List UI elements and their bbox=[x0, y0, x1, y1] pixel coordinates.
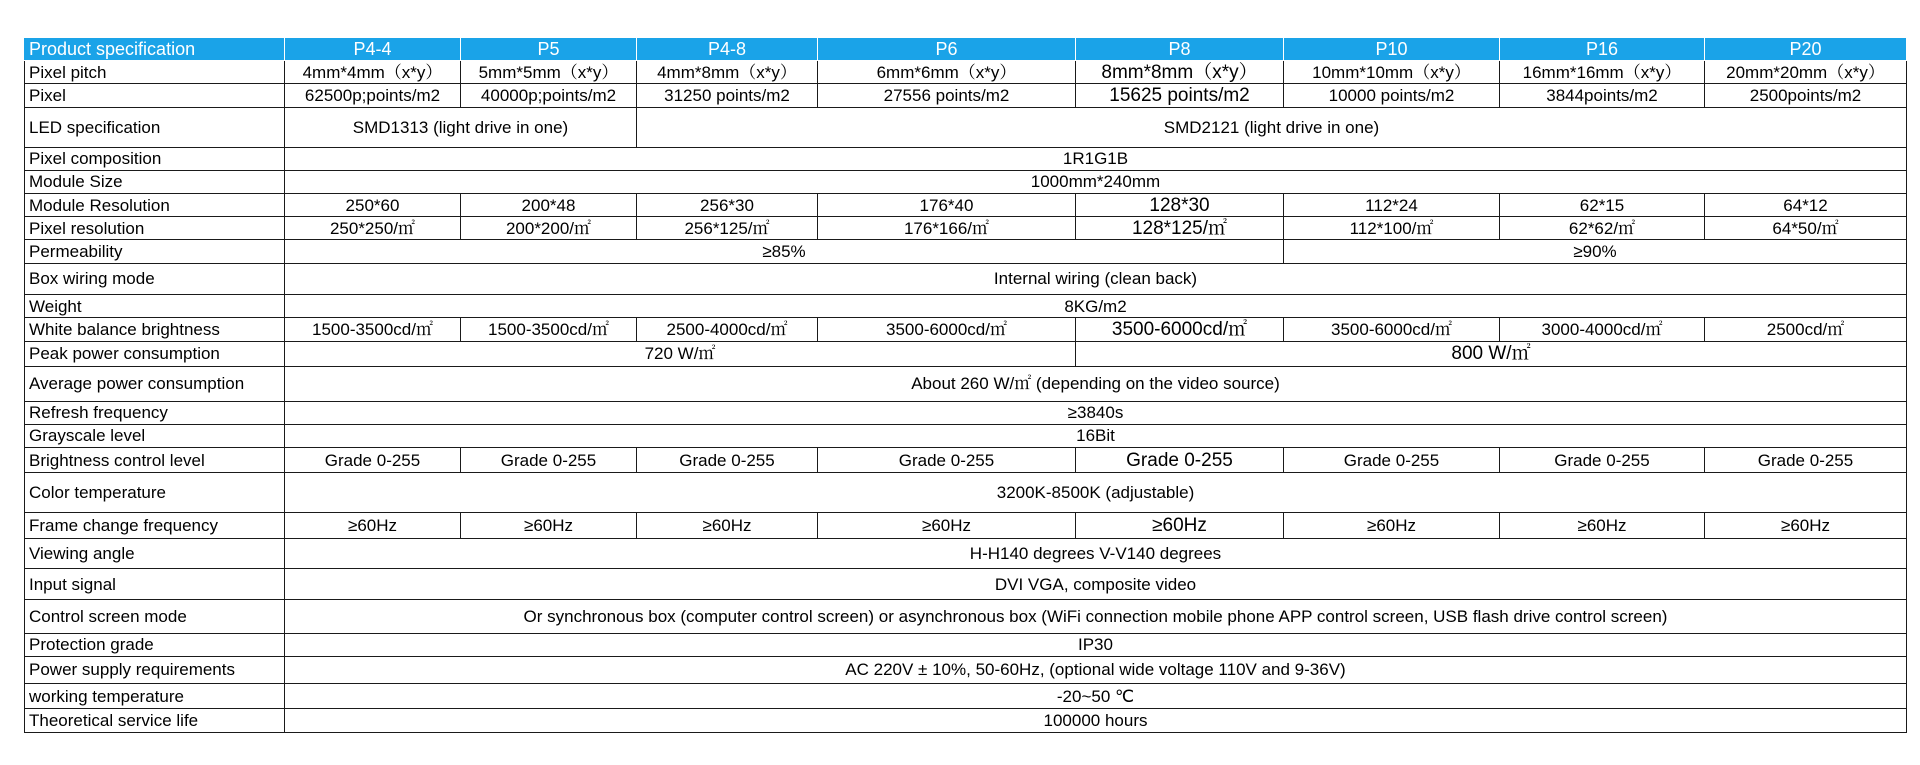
cell: 40000p;points/m2 bbox=[461, 84, 637, 107]
model-p4-4: P4-4 bbox=[285, 38, 461, 61]
cell: Grade 0-255 bbox=[461, 448, 637, 473]
cell: AC 220V ± 10%, 50-60Hz, (optional wide voltage 110V and 9-36V) bbox=[285, 656, 1907, 683]
cell: ≥60Hz bbox=[1705, 513, 1907, 538]
cell: 3500-6000cd/㎡ bbox=[1076, 318, 1284, 341]
row-label: Color temperature bbox=[25, 473, 285, 513]
cell: H-H140 degrees V-V140 degrees bbox=[285, 538, 1907, 569]
cell: 250*250/㎡ bbox=[285, 217, 461, 240]
row-grayscale bbox=[25, 424, 1907, 447]
cell: ≥60Hz bbox=[285, 513, 461, 538]
model-p16: P16 bbox=[1500, 38, 1705, 61]
cell: 1R1G1B bbox=[285, 147, 1907, 170]
cell: 250*60 bbox=[285, 194, 461, 217]
row-label: Theoretical service life bbox=[25, 709, 285, 733]
row-avg-power bbox=[25, 366, 1907, 401]
cell: Grade 0-255 bbox=[1500, 448, 1705, 473]
row-input-signal bbox=[25, 569, 1907, 600]
cell: Grade 0-255 bbox=[285, 448, 461, 473]
row-label: Module Resolution bbox=[25, 194, 285, 217]
row-label: Permeability bbox=[25, 240, 285, 263]
cell: 720 W/㎡ bbox=[285, 341, 1076, 366]
cell: 176*166/㎡ bbox=[818, 217, 1076, 240]
row-frame-change bbox=[25, 513, 1907, 538]
cell: Internal wiring (clean back) bbox=[285, 263, 1907, 295]
row-permeability bbox=[25, 240, 1907, 263]
row-protection bbox=[25, 633, 1907, 656]
cell: 27556 points/m2 bbox=[818, 84, 1076, 107]
cell: 128*125/㎡ bbox=[1076, 217, 1284, 240]
model-p10: P10 bbox=[1284, 38, 1500, 61]
spec-table bbox=[24, 37, 1907, 733]
cell: Grade 0-255 bbox=[1284, 448, 1500, 473]
cell: 15625 points/m2 bbox=[1076, 84, 1284, 107]
row-label: Pixel pitch bbox=[25, 61, 285, 84]
row-module-size bbox=[25, 170, 1907, 193]
row-label: Pixel resolution bbox=[25, 217, 285, 240]
cell: IP30 bbox=[285, 633, 1907, 656]
row-label: Grayscale level bbox=[25, 424, 285, 447]
row-pixel-composition bbox=[25, 147, 1907, 170]
cell: 5mm*5mm（x*y） bbox=[461, 61, 637, 84]
cell: 10mm*10mm（x*y） bbox=[1284, 61, 1500, 84]
row-label: working temperature bbox=[25, 684, 285, 709]
cell: 31250 points/m2 bbox=[637, 84, 818, 107]
cell: Grade 0-255 bbox=[1076, 448, 1284, 473]
cell: 3000-4000cd/㎡ bbox=[1500, 318, 1705, 341]
row-white-balance bbox=[25, 318, 1907, 341]
cell: 62*15 bbox=[1500, 194, 1705, 217]
cell: SMD1313 (light drive in one) bbox=[285, 107, 637, 147]
cell: -20~50 ℃ bbox=[285, 684, 1907, 709]
row-module-resolution bbox=[25, 194, 1907, 217]
cell: 4mm*8mm（x*y） bbox=[637, 61, 818, 84]
row-label: Frame change frequency bbox=[25, 513, 285, 538]
cell: 62*62/㎡ bbox=[1500, 217, 1705, 240]
cell: ≥3840s bbox=[285, 401, 1907, 424]
row-label: LED specification bbox=[25, 107, 285, 147]
cell: 16mm*16mm（x*y） bbox=[1500, 61, 1705, 84]
cell: ≥60Hz bbox=[1284, 513, 1500, 538]
model-p6: P6 bbox=[818, 38, 1076, 61]
cell: 100000 hours bbox=[285, 709, 1907, 733]
cell: 800 W/㎡ bbox=[1076, 341, 1907, 366]
cell: 128*30 bbox=[1076, 194, 1284, 217]
cell: 1000mm*240mm bbox=[285, 170, 1907, 193]
row-label: Weight bbox=[25, 295, 285, 318]
row-control-mode bbox=[25, 599, 1907, 633]
cell: 256*30 bbox=[637, 194, 818, 217]
row-pixel-pitch bbox=[25, 61, 1907, 84]
cell: ≥60Hz bbox=[818, 513, 1076, 538]
spec-sheet bbox=[24, 37, 1906, 733]
row-label: Box wiring mode bbox=[25, 263, 285, 295]
row-brightness-control bbox=[25, 448, 1907, 473]
cell: ≥60Hz bbox=[461, 513, 637, 538]
header-row bbox=[25, 38, 1907, 61]
cell: 16Bit bbox=[285, 424, 1907, 447]
cell: 20mm*20mm（x*y） bbox=[1705, 61, 1907, 84]
row-box-wiring bbox=[25, 263, 1907, 295]
row-label: Input signal bbox=[25, 569, 285, 600]
cell: 1500-3500cd/㎡ bbox=[285, 318, 461, 341]
cell: 10000 points/m2 bbox=[1284, 84, 1500, 107]
cell: Grade 0-255 bbox=[637, 448, 818, 473]
cell: ≥60Hz bbox=[1076, 513, 1284, 538]
row-label: Refresh frequency bbox=[25, 401, 285, 424]
cell: DVI VGA, composite video bbox=[285, 569, 1907, 600]
cell: SMD2121 (light drive in one) bbox=[637, 107, 1907, 147]
row-label: Viewing angle bbox=[25, 538, 285, 569]
cell: 64*50/㎡ bbox=[1705, 217, 1907, 240]
row-color-temp bbox=[25, 473, 1907, 513]
row-label: Protection grade bbox=[25, 633, 285, 656]
cell: 1500-3500cd/㎡ bbox=[461, 318, 637, 341]
row-peak-power bbox=[25, 341, 1907, 366]
row-viewing-angle bbox=[25, 538, 1907, 569]
row-label: Power supply requirements bbox=[25, 656, 285, 683]
header-label: Product specification bbox=[25, 38, 285, 61]
cell: 2500points/m2 bbox=[1705, 84, 1907, 107]
cell: 8KG/m2 bbox=[285, 295, 1907, 318]
cell: 3500-6000cd/㎡ bbox=[1284, 318, 1500, 341]
cell: 200*48 bbox=[461, 194, 637, 217]
cell: ≥60Hz bbox=[637, 513, 818, 538]
cell: ≥90% bbox=[1284, 240, 1907, 263]
cell: 3844points/m2 bbox=[1500, 84, 1705, 107]
row-label: Control screen mode bbox=[25, 599, 285, 633]
cell: 6mm*6mm（x*y） bbox=[818, 61, 1076, 84]
cell: 2500-4000cd/㎡ bbox=[637, 318, 818, 341]
model-p5: P5 bbox=[461, 38, 637, 61]
cell: Grade 0-255 bbox=[1705, 448, 1907, 473]
row-power-supply bbox=[25, 656, 1907, 683]
row-label: Pixel composition bbox=[25, 147, 285, 170]
cell: 62500p;points/m2 bbox=[285, 84, 461, 107]
row-led-spec bbox=[25, 107, 1907, 147]
cell: Or synchronous box (computer control screen) or asynchronous box (WiFi connection mobile phone APP control screen, USB flash drive control screen) bbox=[285, 599, 1907, 633]
cell: 8mm*8mm（x*y） bbox=[1076, 61, 1284, 84]
cell: ≥85% bbox=[285, 240, 1284, 263]
row-working-temp bbox=[25, 684, 1907, 709]
cell: 64*12 bbox=[1705, 194, 1907, 217]
row-label: Brightness control level bbox=[25, 448, 285, 473]
row-label: Pixel bbox=[25, 84, 285, 107]
row-pixel-resolution bbox=[25, 217, 1907, 240]
row-label: White balance brightness bbox=[25, 318, 285, 341]
cell: 176*40 bbox=[818, 194, 1076, 217]
row-weight bbox=[25, 295, 1907, 318]
cell: 4mm*4mm（x*y） bbox=[285, 61, 461, 84]
row-label: Average power consumption bbox=[25, 366, 285, 401]
model-p8: P8 bbox=[1076, 38, 1284, 61]
cell: 112*100/㎡ bbox=[1284, 217, 1500, 240]
cell: 3200K-8500K (adjustable) bbox=[285, 473, 1907, 513]
cell: 256*125/㎡ bbox=[637, 217, 818, 240]
row-refresh bbox=[25, 401, 1907, 424]
row-label: Module Size bbox=[25, 170, 285, 193]
cell: 3500-6000cd/㎡ bbox=[818, 318, 1076, 341]
model-p4-8: P4-8 bbox=[637, 38, 818, 61]
cell: About 260 W/㎡ (depending on the video source) bbox=[285, 366, 1907, 401]
row-label: Peak power consumption bbox=[25, 341, 285, 366]
model-p20: P20 bbox=[1705, 38, 1907, 61]
cell: ≥60Hz bbox=[1500, 513, 1705, 538]
row-service-life bbox=[25, 709, 1907, 733]
cell: Grade 0-255 bbox=[818, 448, 1076, 473]
cell: 2500cd/㎡ bbox=[1705, 318, 1907, 341]
row-pixel bbox=[25, 84, 1907, 107]
cell: 112*24 bbox=[1284, 194, 1500, 217]
cell: 200*200/㎡ bbox=[461, 217, 637, 240]
